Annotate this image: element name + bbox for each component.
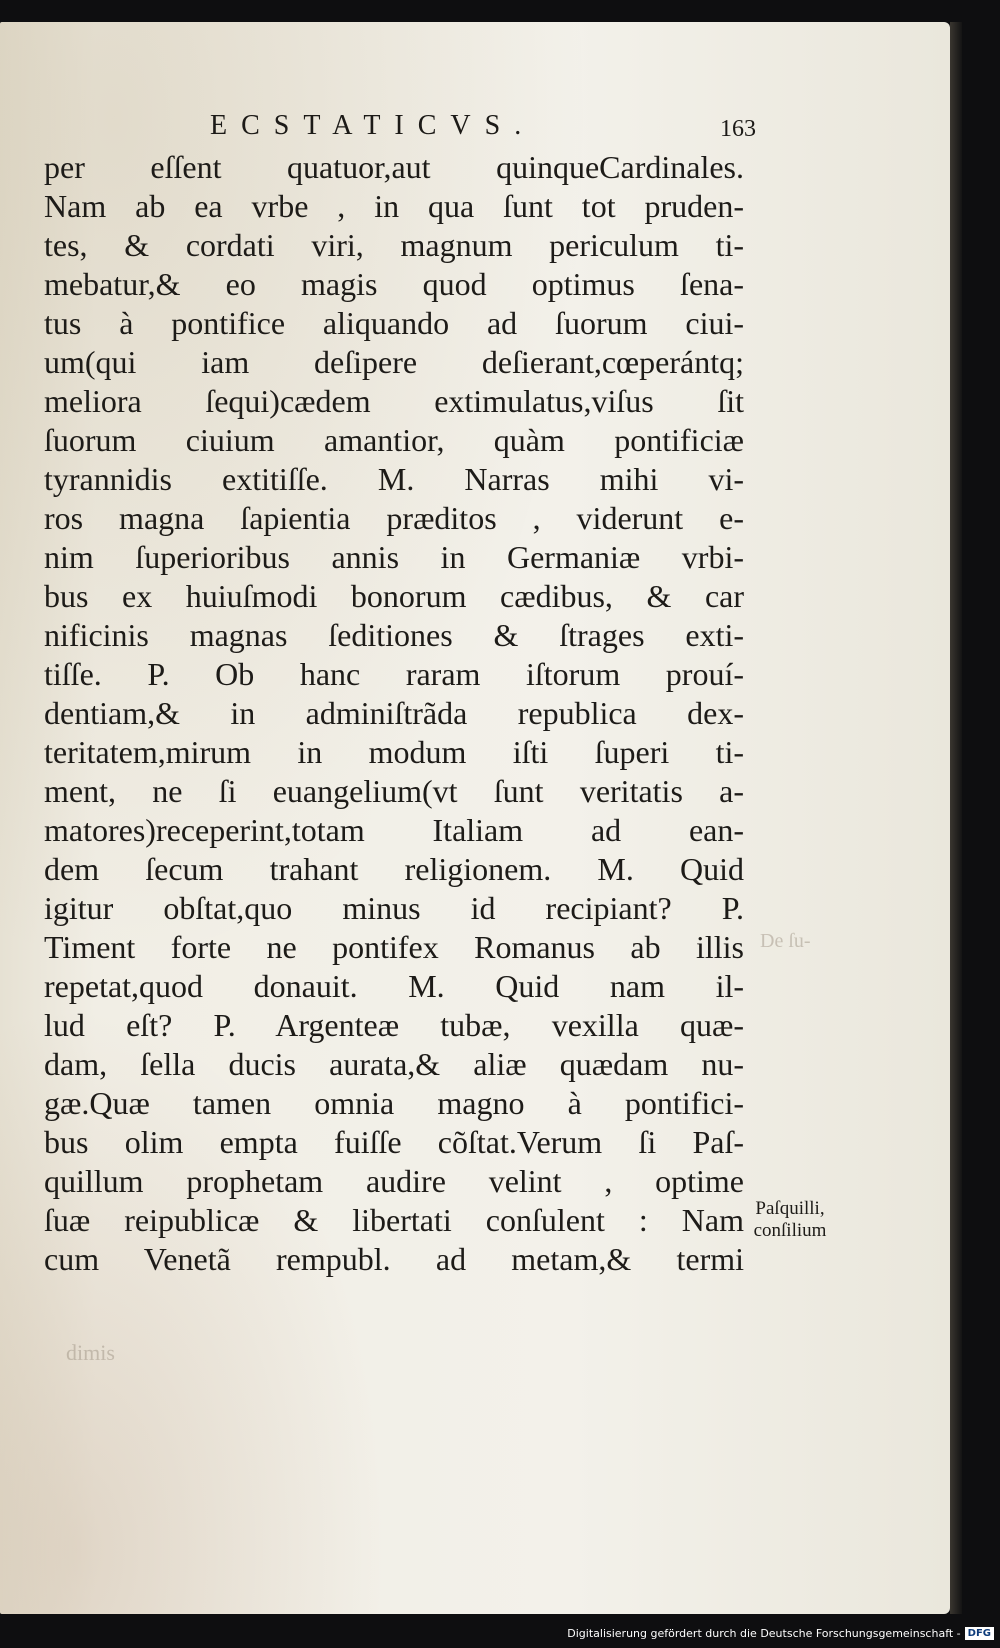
text-line: tus à pontifice aliquando ad ſuorum ciui- bbox=[44, 305, 744, 341]
margin-note bbox=[728, 1198, 852, 1242]
text-line: nim ſuperioribus annis in Germaniæ vrbi- bbox=[44, 539, 744, 575]
page-number: 163 bbox=[720, 116, 756, 142]
text-line: ment, ne ſi euangelium(vt ſunt veritatis a- bbox=[44, 773, 744, 809]
text-line: lud eſt? P. Argenteæ tubæ, vexilla quæ- bbox=[44, 1007, 744, 1043]
text-line: ros magna ſapientia præditos , viderunt e- bbox=[44, 500, 744, 536]
text-line: dam, ſella ducis aurata,& aliæ quædam nu- bbox=[44, 1046, 744, 1082]
text-line: matores)receperint,totam Italiam ad ean- bbox=[44, 812, 744, 848]
text-line: tiſſe. P. Ob hanc raram iſtorum prouí- bbox=[44, 656, 744, 692]
margin-note-line: conſilium bbox=[753, 1220, 827, 1241]
digitization-footer bbox=[567, 1627, 994, 1640]
text-line: bus ex huiuſmodi bonorum cædibus, & car bbox=[44, 578, 744, 614]
page-header bbox=[210, 110, 770, 150]
body-text bbox=[44, 148, 744, 1279]
text-line: igitur obſtat,quo minus id recipiant? P. bbox=[44, 890, 744, 926]
text-line: quillum prophetam audire velint , optime bbox=[44, 1163, 744, 1199]
page-edge-shadow bbox=[950, 22, 962, 1614]
text-line: tes, & cordati viri, magnum periculum ti- bbox=[44, 227, 744, 263]
digitization-credit: Digitalisierung gefördert durch die Deutsche Forschungsgemeinschaft - bbox=[567, 1627, 961, 1640]
text-line: dem ſecum trahant religionem. M. Quid bbox=[44, 851, 744, 887]
text-line: meliora ſequi)cædem extimulatus,viſus ſit bbox=[44, 383, 744, 419]
margin-note-line: Paſquilli, bbox=[755, 1198, 825, 1219]
text-line: Nam ab ea vrbe , in qua ſunt tot pruden- bbox=[44, 188, 744, 224]
text-line: gæ.Quæ tamen omnia magno à pontifici- bbox=[44, 1085, 744, 1121]
text-line: cum Venetã rempubl. ad metam,& termi bbox=[44, 1241, 744, 1277]
text-line: teritatem,mirum in modum iſti ſuperi ti- bbox=[44, 734, 744, 770]
text-line: bus olim empta fuiſſe cõſtat.Verum ſi Paſ- bbox=[44, 1124, 744, 1160]
text-line: per eſſent quatuor,aut quinqueCardinales. bbox=[44, 149, 744, 185]
text-line: mebatur,& eo magis quod optimus ſena- bbox=[44, 266, 744, 302]
text-line: ſuorum ciuium amantior, quàm pontificiæ bbox=[44, 422, 744, 458]
text-line: Timent forte ne pontifex Romanus ab illis bbox=[44, 929, 744, 965]
show-through-text: dimis bbox=[66, 1340, 115, 1365]
text-line: tyrannidis extitiſſe. M. Narras mihi vi- bbox=[44, 461, 744, 497]
text-line: ſuæ reipublicæ & libertati conſulent : Nam bbox=[44, 1202, 744, 1238]
dfg-logo: DFG bbox=[965, 1627, 994, 1640]
text-line: um(qui iam deſipere deſierant,cœperántq; bbox=[44, 344, 744, 380]
text-line: repetat,quod donauit. M. Quid nam il- bbox=[44, 968, 744, 1004]
text-line: nificinis magnas ſeditiones & ſtrages exti- bbox=[44, 617, 744, 653]
text-line: dentiam,& in adminiſtrãda republica dex- bbox=[44, 695, 744, 731]
show-through-text: De ſu- bbox=[760, 930, 811, 952]
running-head: ECSTATICVS. bbox=[210, 110, 536, 141]
